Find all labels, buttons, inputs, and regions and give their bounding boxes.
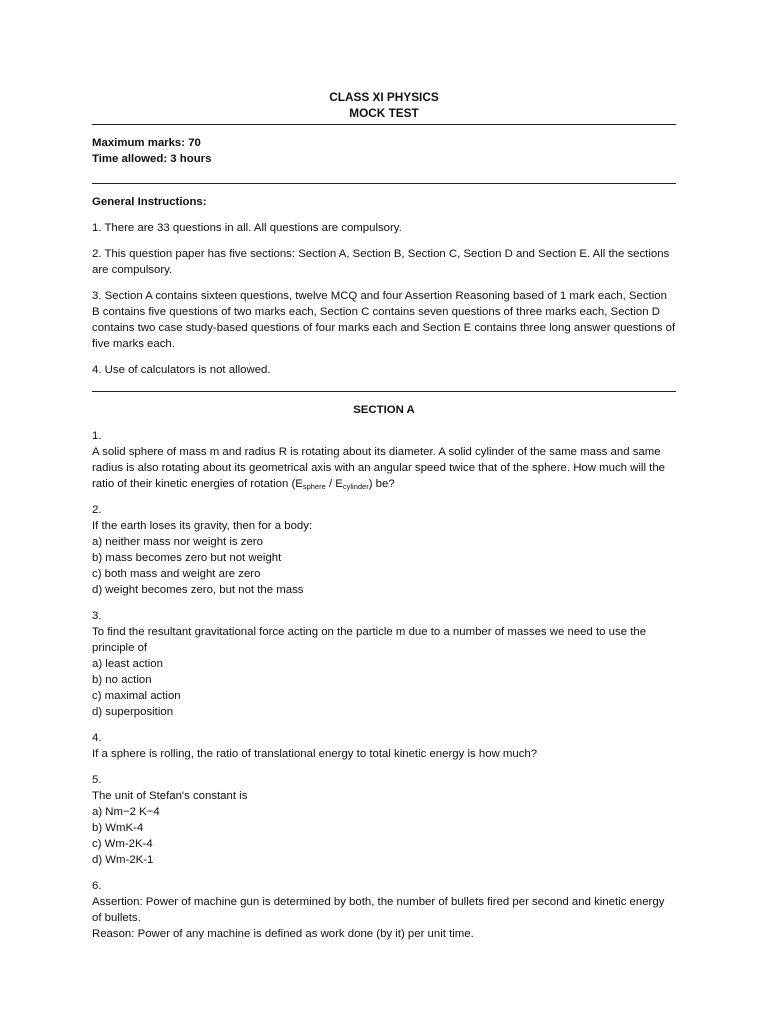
option: c) both mass and weight are zero <box>92 568 261 580</box>
document-title: CLASS XI PHYSICS <box>329 90 439 104</box>
option: d) weight becomes zero, but not the mass <box>92 584 304 596</box>
question-number: 2. <box>92 504 102 516</box>
assertion-text: Assertion: Power of machine gun is determined by both, the number of bullets fired per second and kinetic energy of bullets. <box>92 896 665 924</box>
subscript: sphere <box>302 482 326 491</box>
question-text-part: / E <box>325 478 343 490</box>
question-number: 5. <box>92 774 102 786</box>
instruction-item: 4. Use of calculators is not allowed. <box>92 364 271 376</box>
option: c) Wm-2K-4 <box>92 838 153 850</box>
option: a) neither mass nor weight is zero <box>92 536 263 548</box>
option: a) Nm−2 K−4 <box>92 806 160 818</box>
instructions-heading: General Instructions: <box>92 196 207 208</box>
option: d) Wm-2K-1 <box>92 854 154 866</box>
option: b) no action <box>92 674 152 686</box>
option: a) least action <box>92 658 163 670</box>
question-text: If the earth loses its gravity, then for a body: <box>92 520 313 532</box>
section-a-title: SECTION A <box>353 404 415 416</box>
question-text: If a sphere is rolling, the ratio of translational energy to total kinetic energy is how much? <box>92 748 538 760</box>
instruction-item: 3. Section A contains sixteen questions, twelve MCQ and four Assertion Reasoning based of 1 mark each, Section B contains five questions of two marks each, Section C contains seven questions of three marks each, Section D contains two case study-based questions of four marks each and Section E contains three long answer questions of five marks each. <box>92 290 676 350</box>
question-number: 6. <box>92 880 102 892</box>
question-text-part: ) be? <box>368 478 395 490</box>
option: d) superposition <box>92 706 174 718</box>
document-page <box>92 89 676 942</box>
question-number: 3. <box>92 610 102 622</box>
reason-text: Reason: Power of any machine is defined as work done (by it) per unit time. <box>92 928 474 940</box>
time-allowed: Time allowed: 3 hours <box>92 153 212 165</box>
option: b) WmK-4 <box>92 822 144 834</box>
max-marks: Maximum marks: 70 <box>92 137 201 149</box>
question-text: To find the resultant gravitational force acting on the particle m due to a number of masses we need to use the principle of <box>92 626 647 654</box>
question-number: 4. <box>92 732 102 744</box>
instruction-item: 1. There are 33 questions in all. All questions are compulsory. <box>92 222 402 234</box>
question-text: The unit of Stefan's constant is <box>92 790 248 802</box>
option: b) mass becomes zero but not weight <box>92 552 282 564</box>
instruction-item: 2. This question paper has five sections: Section A, Section B, Section C, Section D and Section E. All the sections are compulsory. <box>92 248 670 276</box>
question-number: 1. <box>92 430 102 442</box>
question-text-part: A solid sphere of mass m and radius R is rotating about its diameter. A solid cylinder of the same mass and same radius is also rotating about its geometrical axis with an angular speed twice that of the sphere. How much will the ratio of their kinetic energies of rotation (E <box>92 446 665 490</box>
subscript: cylinder <box>342 482 369 491</box>
question-text <box>92 444 676 492</box>
option: c) maximal action <box>92 690 181 702</box>
document-subtitle: MOCK TEST <box>349 106 419 120</box>
